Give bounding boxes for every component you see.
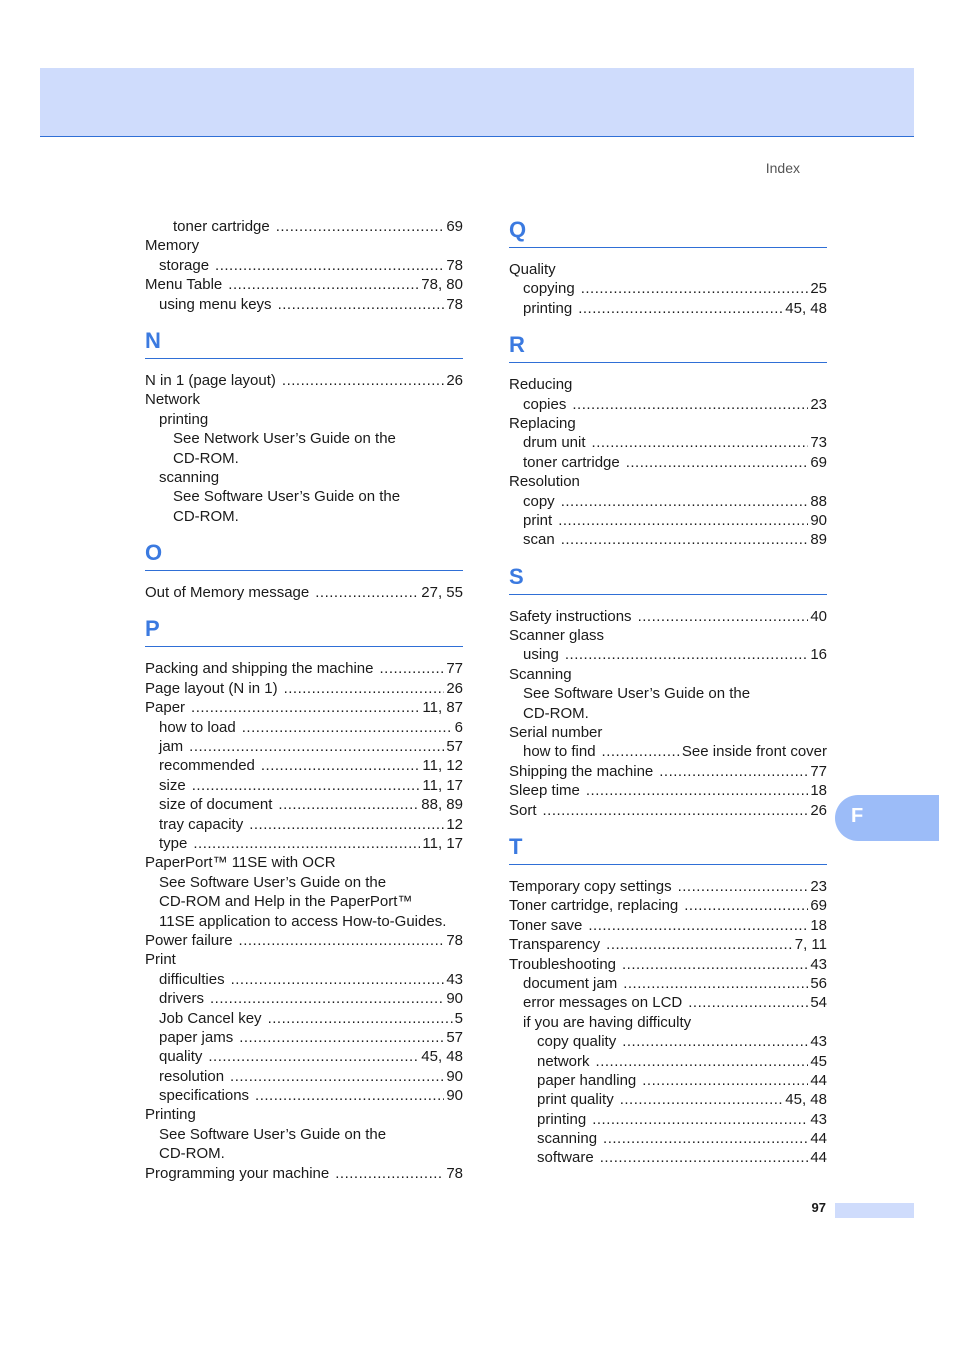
- section-heading: [509, 564, 827, 595]
- entry-term: using: [523, 646, 559, 664]
- index-entry: [145, 795, 463, 814]
- entry-pages: 56: [810, 974, 827, 992]
- leader-dots: [191, 698, 420, 717]
- index-entry: [145, 776, 463, 795]
- entry-term: recommended: [159, 757, 255, 775]
- index-entry: [509, 260, 827, 279]
- section-heading: [145, 616, 463, 647]
- index-entry: [509, 665, 827, 684]
- leader-dots: [242, 718, 453, 737]
- entry-term: copying: [523, 280, 575, 298]
- entry-pages: 45, 48: [785, 299, 827, 317]
- index-entry: [145, 390, 463, 409]
- entry-pages: 5: [454, 1009, 463, 1027]
- index-entry: [145, 1047, 463, 1066]
- entry-pages: 43: [446, 970, 463, 988]
- entry-term: Packing and shipping the machine: [145, 660, 374, 678]
- entry-pages: 43: [810, 1110, 827, 1128]
- leader-dots: [278, 795, 419, 814]
- index-entry: [509, 511, 827, 530]
- entry-pages: 89: [810, 531, 827, 549]
- entry-term: difficulties: [159, 970, 225, 988]
- leader-dots: [638, 607, 809, 626]
- section-letter: Q: [509, 217, 527, 242]
- index-entry: [509, 299, 827, 318]
- leader-dots: [231, 970, 445, 989]
- entry-term: printing: [159, 410, 209, 428]
- entry-term: Scanning: [509, 665, 572, 683]
- leader-dots: [586, 781, 808, 800]
- entry-term: Sort: [509, 801, 537, 819]
- index-entry: [509, 1013, 827, 1032]
- entry-pages: 16: [810, 646, 827, 664]
- entry-pages: 54: [810, 994, 827, 1012]
- entry-pages: 11, 17: [422, 834, 463, 852]
- entry-term: Network: [145, 391, 201, 409]
- entry-pages: 77: [446, 660, 463, 678]
- entry-term: quality: [159, 1048, 203, 1066]
- header-band: [40, 68, 914, 137]
- entry-pages: 44: [810, 1149, 827, 1167]
- entry-pages: 11, 12: [422, 757, 463, 775]
- leader-dots: [558, 511, 808, 530]
- leader-dots: [588, 916, 808, 935]
- entry-term: drum unit: [523, 434, 586, 452]
- entry-pages: 45: [810, 1052, 827, 1070]
- index-entry: [509, 492, 827, 511]
- index-entry: [509, 1032, 827, 1051]
- index-entry: [145, 256, 463, 275]
- entry-term: CD-ROM and Help in the PaperPort™: [159, 893, 413, 911]
- index-entry: [145, 1086, 463, 1105]
- entry-term: specifications: [159, 1087, 250, 1105]
- index-entry: [509, 684, 827, 703]
- leader-dots: [620, 1090, 784, 1109]
- section-letter: S: [509, 563, 524, 589]
- index-entry: [145, 429, 463, 448]
- index-entry: [509, 801, 827, 820]
- leader-dots: [592, 1110, 808, 1129]
- leader-dots: [284, 679, 445, 698]
- index-entry: [509, 704, 827, 723]
- index-entry: [145, 1125, 463, 1144]
- entry-pages: 78: [446, 1164, 463, 1182]
- leader-dots: [315, 583, 419, 602]
- entry-term: printing: [537, 1110, 587, 1128]
- index-entry: [509, 742, 827, 761]
- entry-term: using menu keys: [159, 295, 272, 313]
- entry-term: Power failure: [145, 931, 233, 949]
- index-entry: [145, 679, 463, 698]
- entry-term: how to load: [159, 718, 236, 736]
- chapter-tab-letter: F: [851, 805, 864, 827]
- entry-term: toner cartridge: [523, 453, 620, 471]
- leader-dots: [581, 279, 809, 298]
- index-entry: [509, 916, 827, 935]
- entry-term: See Network User’s Guide on the: [173, 430, 396, 448]
- entry-term: See Software User’s Guide on the: [159, 873, 387, 891]
- entry-term: See Software User’s Guide on the: [159, 1125, 387, 1143]
- entry-pages: 57: [446, 1028, 463, 1046]
- section-heading: [509, 834, 827, 865]
- index-entry: [145, 892, 463, 911]
- entry-pages: 78: [446, 295, 463, 313]
- entry-pages: 78: [446, 256, 463, 274]
- index-column-right: [509, 217, 827, 1168]
- entry-pages: 78, 80: [421, 276, 463, 294]
- leader-dots: [684, 896, 808, 915]
- leader-dots: [603, 1129, 808, 1148]
- index-entry: [509, 877, 827, 896]
- entry-term: tray capacity: [159, 815, 244, 833]
- entry-term: Sleep time: [509, 782, 580, 800]
- page-number: 97: [811, 1200, 826, 1215]
- index-entry: [145, 468, 463, 487]
- leader-dots: [565, 645, 808, 664]
- leader-dots: [592, 433, 809, 452]
- entry-pages: 57: [446, 738, 463, 756]
- section-heading: [509, 217, 827, 248]
- index-entry: [145, 698, 463, 717]
- footer-bar: [835, 1203, 914, 1218]
- entry-term: scan: [523, 531, 555, 549]
- entry-pages: 73: [810, 434, 827, 452]
- entry-term: Page layout (N in 1): [145, 679, 278, 697]
- leader-dots: [239, 931, 445, 950]
- index-entry: [509, 896, 827, 915]
- index-entry: [145, 1105, 463, 1124]
- leader-dots: [255, 1086, 444, 1105]
- index-entry: [145, 718, 463, 737]
- index-entry: [509, 1110, 827, 1129]
- index-entry: [509, 472, 827, 491]
- index-entry: [509, 935, 827, 954]
- leader-dots: [642, 1071, 808, 1090]
- entry-term: CD-ROM.: [523, 704, 589, 722]
- index-entry: [509, 530, 827, 549]
- entry-pages: 69: [810, 897, 827, 915]
- entry-term: paper jams: [159, 1028, 234, 1046]
- entry-term: copy: [523, 492, 555, 510]
- index-entry: [509, 645, 827, 664]
- entry-term: size: [159, 776, 186, 794]
- entry-pages: 11, 17: [422, 776, 463, 794]
- entry-term: Safety instructions: [509, 607, 632, 625]
- entry-pages: 43: [810, 1033, 827, 1051]
- leader-dots: [276, 217, 445, 236]
- entry-pages: 90: [446, 990, 463, 1008]
- leader-dots: [572, 395, 808, 414]
- entry-term: how to find: [523, 743, 596, 761]
- index-entry: [509, 607, 827, 626]
- leader-dots: [606, 935, 793, 954]
- entry-pages: 44: [810, 1071, 827, 1089]
- entry-term: Print: [145, 951, 176, 969]
- entry-pages: 27, 55: [421, 584, 463, 602]
- leader-dots: [239, 1028, 444, 1047]
- entry-pages: 12: [446, 815, 463, 833]
- entry-term: CD-ROM.: [159, 1145, 225, 1163]
- entry-term: Quality: [509, 261, 556, 278]
- index-entry: [145, 756, 463, 775]
- entry-pages: 23: [810, 395, 827, 413]
- leader-dots: [561, 492, 809, 511]
- leader-dots: [623, 974, 808, 993]
- index-entry: [145, 295, 463, 314]
- leader-dots: [210, 989, 444, 1008]
- running-header: Index: [765, 160, 800, 176]
- entry-term: See Software User’s Guide on the: [523, 685, 751, 703]
- entry-pages: 88: [810, 492, 827, 510]
- entry-pages: 90: [446, 1087, 463, 1105]
- entry-term: Menu Table: [145, 276, 223, 294]
- index-entry: [145, 931, 463, 950]
- index-entry: [509, 781, 827, 800]
- index-entry: [509, 993, 827, 1012]
- index-entry: [145, 659, 463, 678]
- entry-pages: 45, 48: [785, 1091, 827, 1109]
- leader-dots: [688, 993, 808, 1012]
- index-entry: [145, 1009, 463, 1028]
- entry-term: Toner save: [509, 916, 583, 934]
- entry-term: software: [537, 1149, 594, 1167]
- entry-pages: 6: [454, 718, 463, 736]
- index-entry: [509, 1129, 827, 1148]
- entry-pages: 43: [810, 955, 827, 973]
- index-entry: [145, 410, 463, 429]
- section-letter: T: [509, 833, 523, 859]
- leader-dots: [189, 737, 444, 756]
- entry-term: paper handling: [537, 1071, 637, 1089]
- section-heading: [145, 540, 463, 571]
- index-entry: [145, 950, 463, 969]
- section-letter: P: [145, 616, 160, 642]
- leader-dots: [659, 762, 808, 781]
- entry-term: Out of Memory message: [145, 584, 310, 602]
- entry-pages: 7, 11: [794, 936, 827, 954]
- index-entry: [509, 414, 827, 433]
- index-entry: [145, 487, 463, 506]
- entry-term: type: [159, 834, 188, 852]
- entry-term: jam: [159, 738, 184, 756]
- entry-term: size of document: [159, 796, 273, 814]
- index-entry: [509, 279, 827, 298]
- index-entry: [145, 217, 463, 236]
- leader-dots: [215, 256, 444, 275]
- entry-pages: 18: [810, 782, 827, 800]
- leader-dots: [208, 1047, 419, 1066]
- entry-term: copies: [523, 395, 567, 413]
- entry-pages: 78: [446, 931, 463, 949]
- entry-pages: 90: [810, 511, 827, 529]
- leader-dots: [678, 877, 809, 896]
- index-entry: [145, 507, 463, 526]
- index-entry: [509, 974, 827, 993]
- leader-dots: [335, 1164, 444, 1183]
- entry-pages: 25: [810, 280, 827, 298]
- index-entry: [145, 989, 463, 1008]
- entry-term: Job Cancel key: [159, 1009, 262, 1027]
- index-entry: [145, 1144, 463, 1163]
- entry-term: Serial number: [509, 724, 603, 742]
- entry-pages: 88, 89: [421, 796, 463, 814]
- entry-term: resolution: [159, 1067, 225, 1085]
- index-entry: [145, 275, 463, 294]
- entry-term: Toner cartridge, replacing: [509, 897, 679, 915]
- entry-pages: 90: [446, 1067, 463, 1085]
- entry-pages: 26: [810, 801, 827, 819]
- entry-term: CD-ROM.: [173, 449, 239, 467]
- entry-term: scanning: [159, 468, 220, 486]
- entry-term: Troubleshooting: [509, 955, 617, 973]
- entry-term: Programming your machine: [145, 1164, 330, 1182]
- index-entry: [145, 815, 463, 834]
- entry-term: Scanner glass: [509, 627, 605, 645]
- index-entry: [509, 433, 827, 452]
- entry-term: storage: [159, 256, 210, 274]
- entry-term: network: [537, 1052, 590, 1070]
- index-entry: [509, 1090, 827, 1109]
- index-entry: [145, 1164, 463, 1183]
- index-entry: [145, 583, 463, 602]
- entry-term: PaperPort™ 11SE with OCR: [145, 854, 336, 872]
- entry-term: copy quality: [537, 1033, 617, 1051]
- index-entry: [145, 853, 463, 872]
- index-column-left: [145, 217, 463, 1183]
- section-letter: R: [509, 332, 525, 358]
- index-entry: [145, 236, 463, 255]
- leader-dots: [228, 275, 419, 294]
- entry-pages: See inside front cover: [681, 743, 827, 761]
- index-entry: [509, 762, 827, 781]
- index-entry: [509, 453, 827, 472]
- entry-term: Reducing: [509, 376, 573, 394]
- index-entry: [509, 1148, 827, 1167]
- leader-dots: [578, 299, 783, 318]
- leader-dots: [230, 1067, 444, 1086]
- leader-dots: [380, 659, 445, 678]
- index-entry: [509, 1052, 827, 1071]
- leader-dots: [596, 1052, 809, 1071]
- entry-pages: 69: [446, 218, 463, 235]
- entry-term: toner cartridge: [173, 218, 270, 235]
- entry-term: Paper: [145, 699, 186, 717]
- entry-term: Shipping the machine: [509, 762, 654, 780]
- entry-term: N in 1 (page layout): [145, 371, 276, 389]
- leader-dots: [600, 1148, 809, 1167]
- entry-pages: 77: [810, 762, 827, 780]
- entry-term: Printing: [145, 1106, 196, 1124]
- entry-pages: 26: [446, 371, 463, 389]
- leader-dots: [626, 453, 809, 472]
- index-entry: [145, 371, 463, 390]
- entry-term: drivers: [159, 990, 205, 1008]
- leader-dots: [543, 801, 809, 820]
- index-entry: [145, 1067, 463, 1086]
- index-entry: [145, 1028, 463, 1047]
- entry-pages: 45, 48: [421, 1048, 463, 1066]
- leader-dots: [561, 530, 809, 549]
- index-entry: [509, 723, 827, 742]
- index-entry: [145, 912, 463, 931]
- entry-pages: 44: [810, 1130, 827, 1148]
- entry-term: See Software User’s Guide on the: [173, 488, 401, 506]
- section-letter: O: [145, 540, 163, 566]
- leader-dots: [278, 295, 445, 314]
- entry-pages: 11, 87: [422, 699, 463, 717]
- entry-term: error messages on LCD: [523, 994, 683, 1012]
- leader-dots: [282, 371, 444, 390]
- entry-term: if you are having difficulty: [523, 1013, 692, 1031]
- index-entry: [145, 737, 463, 756]
- section-heading: [145, 328, 463, 359]
- index-entry: [145, 449, 463, 468]
- entry-pages: 40: [810, 607, 827, 625]
- entry-term: Replacing: [509, 414, 576, 432]
- entry-term: printing: [523, 299, 573, 317]
- entry-term: print: [523, 511, 553, 529]
- leader-dots: [249, 815, 444, 834]
- chapter-tab: [835, 795, 939, 841]
- entry-term: Resolution: [509, 473, 580, 491]
- leader-dots: [192, 776, 421, 795]
- section-letter: N: [145, 327, 161, 353]
- index-entry: [509, 1071, 827, 1090]
- entry-pages: 23: [810, 877, 827, 895]
- leader-dots: [193, 834, 420, 853]
- entry-term: scanning: [537, 1130, 598, 1148]
- entry-term: Temporary copy settings: [509, 877, 672, 895]
- index-entry: [145, 970, 463, 989]
- entry-term: CD-ROM.: [173, 507, 239, 525]
- leader-dots: [268, 1009, 453, 1028]
- index-entry: [509, 375, 827, 394]
- entry-term: 11SE application to access How-to-Guides.: [159, 912, 447, 930]
- index-entry: [509, 626, 827, 645]
- leader-dots: [602, 742, 680, 761]
- leader-dots: [261, 756, 421, 775]
- index-entry: [509, 955, 827, 974]
- entry-term: document jam: [523, 974, 618, 992]
- index-entry: [145, 873, 463, 892]
- entry-term: Transparency: [509, 936, 601, 954]
- entry-pages: 18: [810, 916, 827, 934]
- entry-term: print quality: [537, 1091, 614, 1109]
- section-heading: [509, 332, 827, 363]
- index-entry: [509, 395, 827, 414]
- leader-dots: [622, 955, 808, 974]
- leader-dots: [622, 1032, 808, 1051]
- entry-pages: 69: [810, 453, 827, 471]
- index-entry: [145, 834, 463, 853]
- entry-pages: 26: [446, 679, 463, 697]
- entry-term: Memory: [145, 237, 200, 255]
